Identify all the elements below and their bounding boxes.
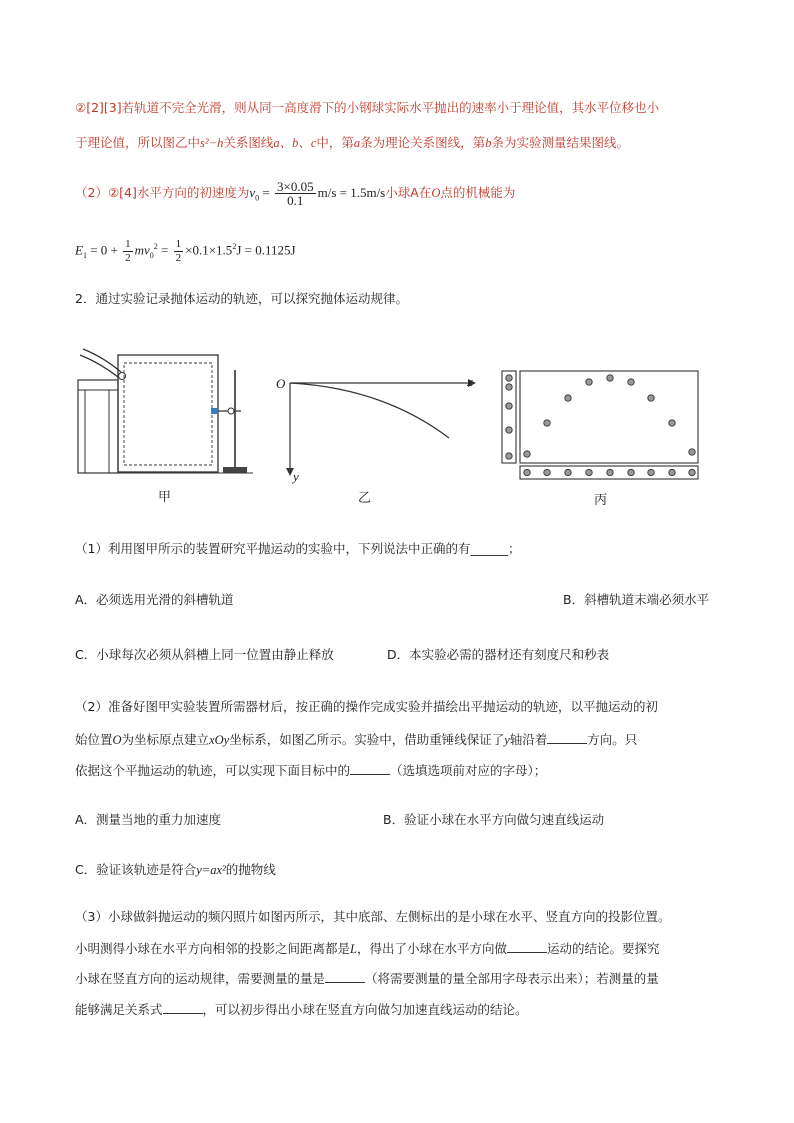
figure-bing bbox=[499, 368, 705, 483]
answer-part2: （2）②[4]水平方向的初速度为$v_0$ = $\frac{3\times 0.05}{0.1}$ m/s = 1.5m/s小球A在O点的机械能为 bbox=[75, 179, 516, 208]
velocity-fraction: $\frac{3\times 0.05}{0.1}$ bbox=[277, 179, 314, 208]
q3-line-2: 小明测得小球在水平方向相邻的投影之间距离都是L，得出了小球在水平方向做 运动的结论。要探究 bbox=[75, 941, 660, 956]
q2-option-c: C．验证该轨迹是符合y=ax²的抛物线 bbox=[75, 862, 276, 877]
q2-line-3: 依据这个平抛运动的轨迹，可以实现下面目标中的 （选填选项前对应的字母）； bbox=[75, 763, 547, 778]
fig-jia-caption: 甲 bbox=[158, 490, 172, 505]
answer-blank bbox=[507, 940, 547, 953]
energy-formula: $E_1 = 0$ + $\frac{1}{2}$ $mv_0^2$ = $\frac{1}{2}$ $\times 0.1\times 1.5^2J = 0.1125J$ bbox=[75, 237, 296, 264]
answer-blank bbox=[163, 1001, 203, 1014]
y-axis-label: y bbox=[293, 469, 299, 484]
fig-yi-caption: 乙 bbox=[358, 491, 372, 506]
q3-line-3: 小球在竖直方向的运动规律，需要测量的量是 （将需要测量的量全部用字母表示出来）；若测量的量 bbox=[75, 971, 659, 986]
q2-line-1: （2）准备好图甲实验装置所需器材后，按正确的操作完成实验并描绘出平抛运动的轨迹，以平抛运动的初 bbox=[75, 699, 658, 714]
answer-line-1: ②[2][3]若轨道不完全光滑，则从同一高度滑下的小钢球实际水平抛出的速率小于理论值，其水平位移也小 bbox=[75, 100, 660, 115]
answer-blank bbox=[547, 731, 587, 744]
origin-label: O bbox=[276, 376, 286, 391]
q3-line-1: （3）小球做斜抛运动的频闪照片如图丙所示，其中底部、左侧标出的是小球在水平、竖直方向的投影位置。 bbox=[75, 909, 671, 924]
q1-text: （1）利用图甲所示的装置研究平抛运动的实验中，下列说法中正确的有______； bbox=[75, 541, 521, 556]
figure-jia bbox=[75, 345, 255, 480]
q1-option-c: C．小球每次必须从斜槽上同一位置由静止释放 bbox=[75, 647, 334, 662]
trajectory-curve bbox=[290, 383, 449, 438]
q2-line-2: 始位置O为坐标原点建立xOy坐标系，如图乙所示。实验中，借助重锤线保证了y轴沿着 方向。只 bbox=[75, 732, 638, 747]
answer-blank bbox=[325, 970, 365, 983]
fig-bing-caption: 丙 bbox=[594, 493, 608, 508]
q1-option-a: A．必须选用光滑的斜槽轨道 bbox=[75, 592, 234, 607]
q1-option-b: B．斜槽轨道末端必须水平 bbox=[563, 592, 710, 607]
answer-line-2: 于理论值，所以图乙中s²−h关系图线a、b、c中，第a条为理论关系图线，第b条为实验测量结果图线。 bbox=[75, 135, 629, 150]
figure-yi bbox=[273, 368, 483, 486]
q2-option-b: B．验证小球在水平方向做匀速直线运动 bbox=[383, 812, 605, 827]
q3-line-4: 能够满足关系式 ，可以初步得出小球在竖直方向做匀加速直线运动的结论。 bbox=[75, 1002, 528, 1017]
x-axis-label: x bbox=[467, 374, 473, 389]
q2-option-a: A．测量当地的重力加速度 bbox=[75, 812, 222, 827]
q1-option-d: D．本实验必需的器材还有刻度尺和秒表 bbox=[387, 647, 610, 662]
answer-blank bbox=[350, 762, 390, 775]
question-stem: 2．通过实验记录抛体运动的轨迹，可以探究抛体运动规律。 bbox=[75, 291, 408, 306]
